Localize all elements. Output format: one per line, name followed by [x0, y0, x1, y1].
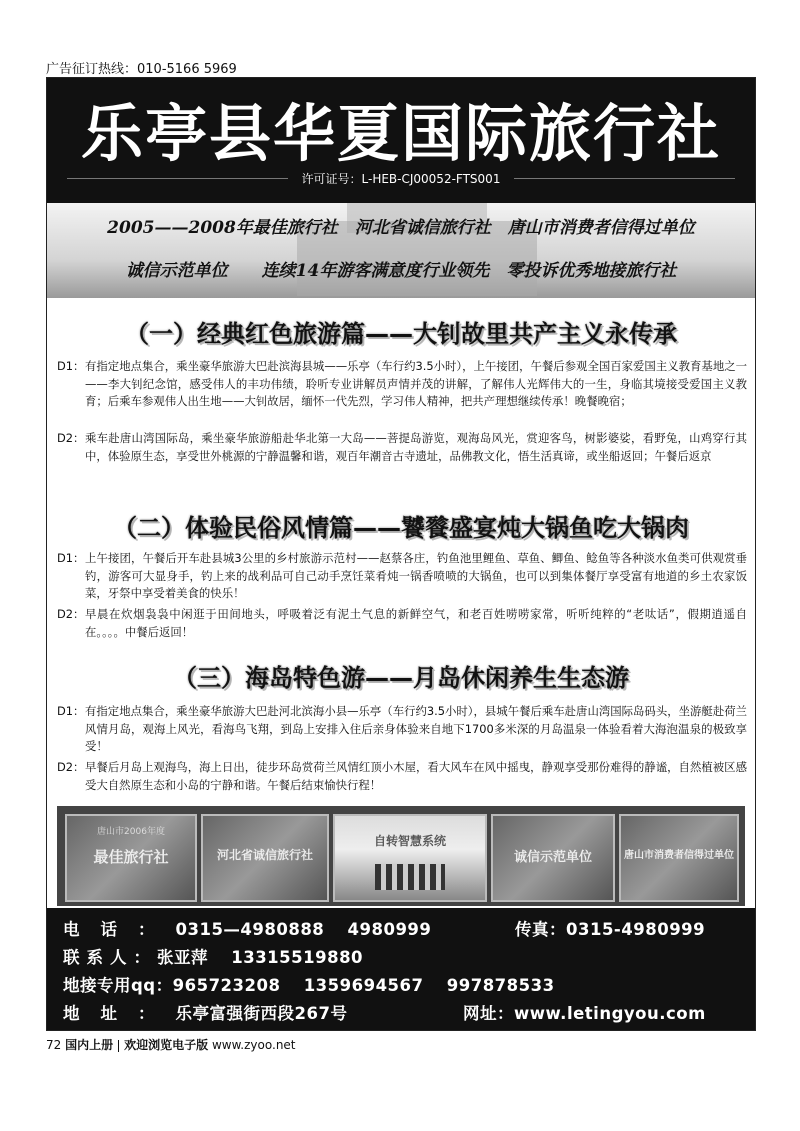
fax-label: 传真： [515, 920, 566, 939]
qq-label: 地接专用qq： [63, 976, 173, 995]
awards-line-1: 2005——2008年最佳旅行社 河北省诚信旅行社 唐山市消费者信得过单位 [107, 218, 695, 238]
day-label: D1： [57, 704, 85, 718]
day-label: D2： [57, 760, 85, 774]
phone-row [63, 916, 431, 940]
phone-label: 电话： [63, 920, 176, 939]
section-title: （一）经典红色旅游篇——大钊故里共产主义永传承 [125, 320, 677, 348]
itinerary-day [57, 430, 747, 465]
award-plaque-photo [491, 814, 615, 902]
day-text: 上午接团，午餐后开车赴县城3公里的乡村旅游示范村——赵蔡各庄，钓鱼池里鲤鱼、草鱼、鲫鱼、鲶鱼等各种淡水鱼类可供观赏垂钓，游客可大显身手，钓上来的战利品可自己动手烹饪菜肴炖一锅香喷喷的大锅鱼，也可以到集体餐厅享受富有地道的乡土农家饭菜，牙祭中享受着美食的快乐！ [85, 551, 747, 600]
plaque-caption: 最佳旅行社 [93, 848, 169, 866]
day-label: D1： [57, 359, 85, 373]
address-value: 乐亭富强街西段267号 [175, 1004, 348, 1023]
contact-person-row [63, 944, 363, 968]
company-title: 乐亭县华夏国际旅行社 [80, 97, 721, 170]
qq-value: 965723208 1359694567 997878533 [172, 976, 555, 995]
header [47, 78, 755, 203]
group-people [375, 864, 445, 890]
itinerary-day [57, 550, 747, 603]
day-text: 乘车赴唐山湾国际岛，乘坐豪华旅游船赴华北第一大岛——菩提岛游览，观海岛风光，赏迎客鸟，树影婆娑，看野兔，山鸡穿行其中，体验原生态，享受世外桃源的宁静温馨和谐，观百年潮音古寺遗址，品佛教文化，悟生活真谛，或坐船返回；午餐后返京 [85, 431, 747, 463]
itinerary-day [57, 606, 747, 641]
photo-caption: 自转智慧系统 [373, 834, 446, 848]
website-value: www.letingyou.com [514, 1004, 706, 1023]
award-plaque-photo [619, 814, 739, 902]
ad-hotline: 广告征订热线：010-5166 5969 [46, 62, 237, 77]
page-number: 72 [46, 1038, 62, 1052]
page-footer [46, 1036, 296, 1053]
address-row [63, 1000, 347, 1024]
awards-banner [47, 203, 755, 298]
contact-panel [47, 908, 755, 1030]
day-label: D1： [57, 551, 85, 565]
fax-value: 0315-4980999 [566, 920, 706, 939]
event-photo [333, 814, 487, 902]
award-plaque-photo [201, 814, 329, 902]
itinerary-day [57, 358, 747, 411]
plaque-subtitle: 唐山市2006年度 [97, 827, 165, 837]
section-title: （三）海岛特色游——月岛休闲养生生态游 [173, 664, 629, 692]
section-title: （二）体验民俗风情篇——饕餮盛宴炖大锅鱼吃大锅肉 [113, 514, 689, 542]
qq-row [63, 972, 555, 996]
day-text: 有指定地点集合，乘坐豪华旅游大巴赴河北滨海小县—乐亭（车行约3.5小时），县城午餐后乘车赴唐山湾国际岛码头，坐游艇赴荷兰风情月岛，观海上风光，看海鸟飞翔，到岛上安排入住后亲身体验来自地下1700多米深的月岛温泉一体验看着大海泡温泉的极致享受！ [85, 704, 747, 753]
footer-slogan: 欢迎浏览电子版 [124, 1038, 209, 1052]
footer-url[interactable]: www.zyoo.net [211, 1038, 296, 1052]
person-label: 联系人： [63, 948, 157, 967]
awards-line-2: 诚信示范单位 连续14年游客满意度行业领先 零投诉优秀地接旅行社 [125, 261, 677, 281]
day-text: 早餐后月岛上观海鸟，海上日出，徒步环岛赏荷兰风情红顶小木屋，看大风车在风中摇曳，静观享受那份难得的静谧，自然植被区感受大自然原生态和小岛的宁静和谐。午餐后结束愉快行程！ [85, 760, 747, 792]
award-plaque-photo [65, 814, 197, 902]
fax-row [515, 916, 705, 940]
day-label: D2： [57, 431, 85, 445]
itinerary-day [57, 703, 747, 756]
plaque-caption: 河北省诚信旅行社 [216, 848, 313, 862]
website-row [463, 1000, 706, 1024]
footer-volume: 国内上册 [65, 1038, 114, 1052]
ad-frame [46, 77, 756, 1031]
day-label: D2： [57, 607, 85, 621]
day-text: 早晨在炊烟袅袅中闲逛于田间地头，呼吸着泛有泥土气息的新鲜空气，和老百姓唠唠家常，听听纯粹的“老呔话”，假期逍遥自在。。。。中餐后返回！ [85, 607, 747, 639]
license-number [47, 170, 755, 187]
footer-divider [118, 1040, 119, 1052]
award-photos [57, 806, 745, 906]
person-value: 张亚萍 13315519880 [157, 948, 364, 967]
plaque-caption: 诚信示范单位 [513, 850, 592, 865]
address-label: 地址： [63, 1004, 176, 1023]
website-label: 网址： [463, 1004, 514, 1023]
plaque-caption: 唐山市消费者信得过单位 [624, 850, 734, 861]
day-text: 有指定地点集合，乘坐豪华旅游大巴赴滨海县城——乐亭（车行约3.5小时），上午接团，午餐后参观全国百家爱国主义教育基地之一——李大钊纪念馆，感受伟人的丰功伟绩，聆听专业讲解员声情并茂的讲解，了解伟人光辉伟大的一生，身临其境接受爱国主义教育；后乘车参观伟人出生地——大钊故居，缅怀一代先烈，学习伟人精神，把共产理想继续传承！晚餐晚宿； [85, 359, 747, 408]
license-text: 许可证号：L-HEB-CJ00052-FTS001 [288, 172, 515, 186]
itinerary-day [57, 759, 747, 794]
phone-value: 0315—4980888 4980999 [175, 920, 432, 939]
